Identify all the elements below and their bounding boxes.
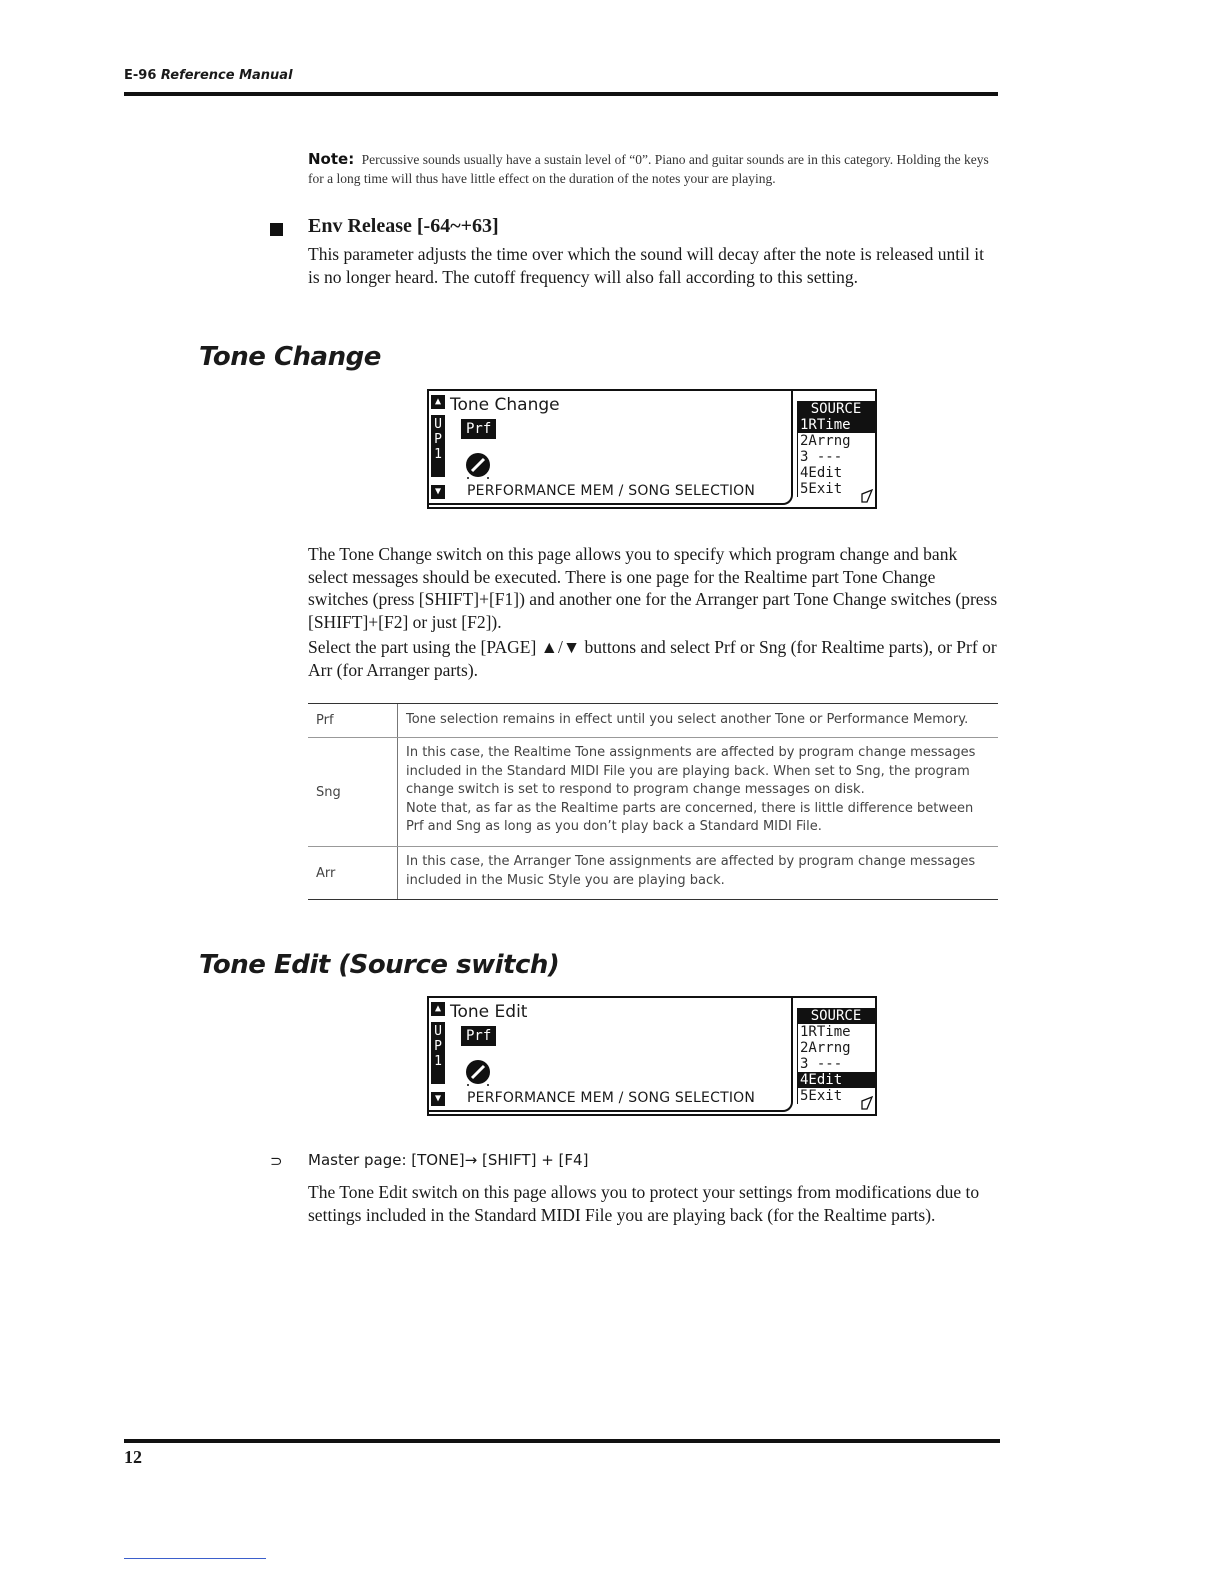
bullet-square-icon — [270, 223, 283, 236]
lcd-part-strip — [431, 1022, 445, 1084]
note-block — [308, 150, 998, 188]
page-up-icon[interactable]: ▲ — [431, 1002, 445, 1016]
tone-change-para-2: Select the part using the [PAGE] ▲/▼ buttons and select Prf or Sng (for Realtime parts), or Prf or Arr (for Arranger parts). — [308, 637, 997, 680]
menu-item-blank: 3 --- — [797, 449, 875, 465]
lcd-page-bar — [431, 395, 445, 499]
table-key: Arr — [308, 847, 398, 899]
strip-letter: P — [434, 432, 442, 447]
running-header — [124, 68, 293, 83]
page-up-icon[interactable]: ▲ — [431, 395, 445, 409]
lcd-main-area — [429, 391, 793, 505]
page-number: 12 — [124, 1447, 142, 1467]
table-desc-line: included in the Music Style you are playing back. — [406, 872, 725, 888]
table-desc-line: included in the Standard MIDI File you are playing back. When set to Sng, the program — [406, 763, 970, 779]
lcd-prf-value[interactable]: Prf — [461, 1026, 496, 1046]
note-text: Percussive sounds usually have a sustain level of “0”. Piano and guitar sounds are in this category. Holding the keys for a long time will thus have little effect on the duration of the notes your are playing. — [308, 152, 989, 186]
lcd-caption: PERFORMANCE MEM / SONG SELECTION — [467, 483, 756, 499]
menu-item-blank: 3 --- — [797, 1056, 875, 1072]
corner-fold-icon — [861, 1096, 873, 1110]
master-page-arrow-icon: ⊃ — [270, 1152, 283, 1170]
master-page-path: Master page: [TONE]→ [SHIFT] + [F4] — [308, 1151, 589, 1169]
lcd-function-menu — [797, 1008, 875, 1104]
strip-letter: 1 — [434, 1054, 442, 1069]
tone-change-heading: Tone Change — [199, 342, 381, 372]
dial-knob-icon[interactable] — [463, 1058, 493, 1088]
menu-source-header: SOURCE — [797, 1008, 875, 1024]
lcd-part-strip — [431, 415, 445, 477]
strip-letter: U — [434, 417, 442, 432]
header-title: Reference Manual — [160, 68, 293, 83]
table-desc-line: In this case, the Arranger Tone assignments are affected by program change messages — [406, 854, 976, 869]
table-desc-line: Note that, as far as the Realtime parts are concerned, there is little difference between — [406, 800, 974, 816]
header-rule — [124, 92, 998, 96]
menu-item-rtime[interactable]: 1RTime — [797, 1024, 875, 1040]
lcd-main-area — [429, 998, 793, 1112]
menu-item-rtime[interactable]: 1RTime — [797, 417, 875, 433]
page-down-icon[interactable]: ▼ — [431, 485, 445, 499]
menu-item-exit[interactable]: 5Exit — [797, 481, 875, 497]
footnote-rule — [124, 1558, 266, 1559]
menu-item-edit[interactable]: 4Edit — [797, 1072, 875, 1088]
note-label: Note: — [308, 150, 355, 168]
lcd-title: Tone Edit — [450, 1002, 528, 1022]
corner-fold-icon — [861, 489, 873, 503]
strip-letter: 1 — [434, 447, 442, 462]
lcd-caption: PERFORMANCE MEM / SONG SELECTION — [467, 1090, 756, 1106]
strip-letter: P — [434, 1039, 442, 1054]
table-desc-line: change switch is set to respond to program change messages on disk. — [406, 782, 865, 797]
table-desc — [398, 704, 998, 737]
table-row — [308, 738, 998, 847]
table-desc-line: Prf and Sng as long as you don’t play back a Standard MIDI File. — [406, 819, 822, 834]
lcd-prf-value[interactable]: Prf — [461, 419, 496, 439]
page-down-icon[interactable]: ▼ — [431, 1092, 445, 1106]
tone-edit-para: The Tone Edit switch on this page allows you to protect your settings from modifications due to settings included in the Standard MIDI File you are playing back (for the Realtime parts). — [308, 1182, 980, 1225]
table-desc — [398, 738, 998, 846]
lcd-title: Tone Change — [450, 395, 560, 415]
table-desc — [398, 847, 998, 899]
env-release-body: This parameter adjusts the time over which the sound will decay after the note is released until it is no longer heard. The cutoff frequency will also fall according to this setting. — [308, 244, 984, 287]
footer-rule — [124, 1439, 1000, 1443]
tone-edit-heading: Tone Edit (Source switch) — [199, 950, 560, 980]
header-model: E-96 — [124, 68, 157, 83]
menu-item-edit[interactable]: 4Edit — [797, 465, 875, 481]
tone-change-lcd — [427, 389, 877, 509]
env-release-heading: Env Release [-64~+63] — [308, 215, 499, 237]
table-key: Prf — [308, 704, 398, 737]
menu-source-header: SOURCE — [797, 401, 875, 417]
tone-edit-lcd — [427, 996, 877, 1116]
menu-item-arrng[interactable]: 2Arrng — [797, 433, 875, 449]
table-row — [308, 847, 998, 899]
table-row — [308, 704, 998, 738]
table-desc-line: Tone selection remains in effect until you select another Tone or Performance Memory. — [406, 712, 969, 727]
table-key: Sng — [308, 738, 398, 846]
menu-item-arrng[interactable]: 2Arrng — [797, 1040, 875, 1056]
lcd-function-menu — [797, 401, 875, 497]
lcd-page-bar — [431, 1002, 445, 1106]
menu-item-exit[interactable]: 5Exit — [797, 1088, 875, 1104]
table-desc-line: In this case, the Realtime Tone assignments are affected by program change messages — [406, 745, 976, 760]
dial-knob-icon[interactable] — [463, 451, 493, 481]
tone-change-para-1: The Tone Change switch on this page allows you to specify which program change and bank select messages should be executed. There is one page for the Realtime part Tone Change switches (press [SHIFT]+[F1]) and another one for the Arranger part Tone Change switches (press [SHIFT]+[F2] or just [F2]). — [308, 544, 998, 632]
tone-change-table — [308, 703, 998, 900]
strip-letter: U — [434, 1024, 442, 1039]
